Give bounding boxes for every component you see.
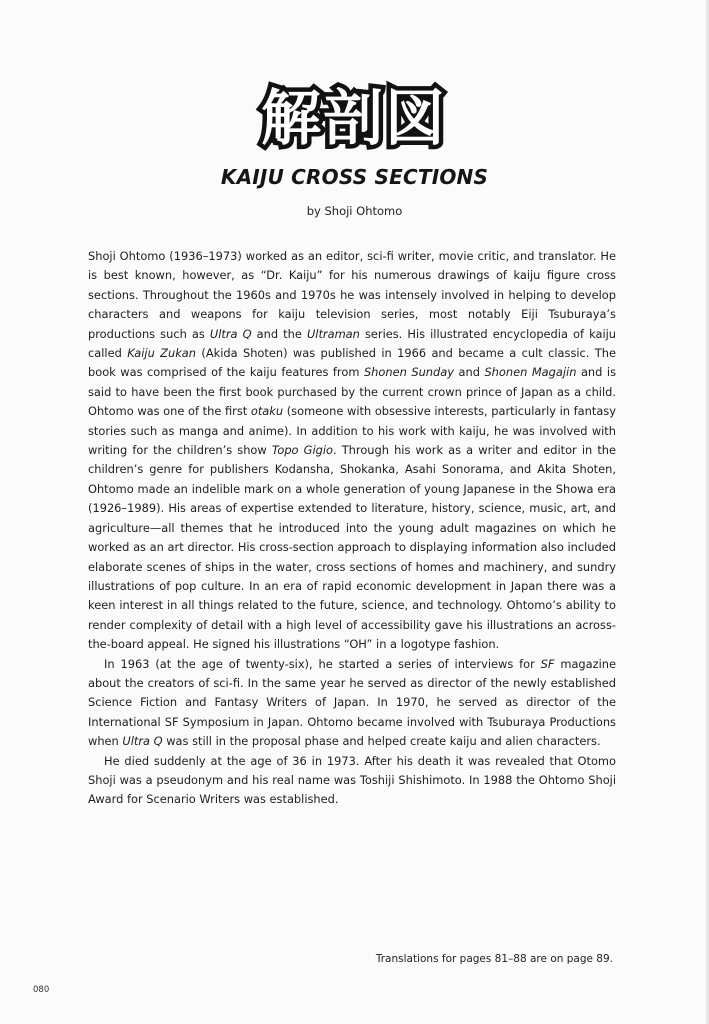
paragraph-1: Shoji Ohtomo (1936–1973) worked as an editor, sci-fi writer, movie critic, and translator. He is best known, however, as “Dr. Kaiju” for his numerous drawings of kaiju figure cross sections. Throughout the 1960s and 1970s he was intensely involved in helping to develop characters and weapons for kaiju television series, most notably Eiji Tsuburaya’s productions such as Ultra Q and the Ultraman series. His illustrated encyclopedia of kaiju called Kaiju Zukan (Akida Shoten) was published in 1966 and became a cult classic. The book was comprised of the kaiju features from Shonen Sunday and Shonen Magajin and is said to have been the first book purchased by the current crown prince of Japan as a child. Ohtomo was one of the first otaku (someone with obsessive interests, particularly in fantasy stories such as manga and anime). In addition to his work with kaiju, he was involved with writing for the children’s show Topo Gigio. Through his work as a writer and editor in the children’s genre for publishers Kodansha, Shokanka, Asahi Sonorama, and Akita Shoten, Ohtomo made an indelible mark on a whole generation of young Japanese in the Showa era (1926–1989). His areas of expertise extended to literature, history, science, music, art, and agriculture—all themes that he introduced into the young adult magazines on which he worked as an art director. His cross-section approach to displaying information also included elaborate scenes of ships in the water, cross sections of homes and machinery, and sundry illustrations of pop culture. In an era of rapid economic development in Japan there was a keen interest in all things related to the future, science, and technology. Ohtomo’s ability to render complexity of detail with a high level of accessibility gave his illustrations an across-the-board appeal. He signed his illustrations “OH” in a logotype fashion. <box>88 249 617 652</box>
logo-text: 解剖図 <box>261 84 447 154</box>
page-number: 080 <box>33 985 50 995</box>
kaiju-logo <box>245 77 463 161</box>
paragraph-3: He died suddenly at the age of 36 in 1973. After his death it was revealed that Otomo Shoji was a pseudonym and his real name was Toshiji Shishimoto. In 1988 the Ohtomo Shoji Award for Scenario Writers was established. <box>88 753 616 807</box>
article-byline: by Shoji Ohtomo <box>306 204 403 218</box>
paragraph-2: In 1963 (at the age of twenty-six), he started a series of interviews for SF magazine about the creators of sci-fi. In the same year he served as director of the newly established Science Fiction and Fantasy Writers of Japan. In 1970, he served as director of the International SF Symposium in Japan. Ohtomo became involved with Tsuburaya Productions when Ultra Q was still in the proposal phase and helped create kaiju and alien characters. <box>88 656 617 749</box>
article-title: KAIJU CROSS SECTIONS <box>220 165 489 189</box>
article-body <box>88 247 616 810</box>
translation-note: Translations for pages 81–88 are on page 89. <box>375 953 613 965</box>
